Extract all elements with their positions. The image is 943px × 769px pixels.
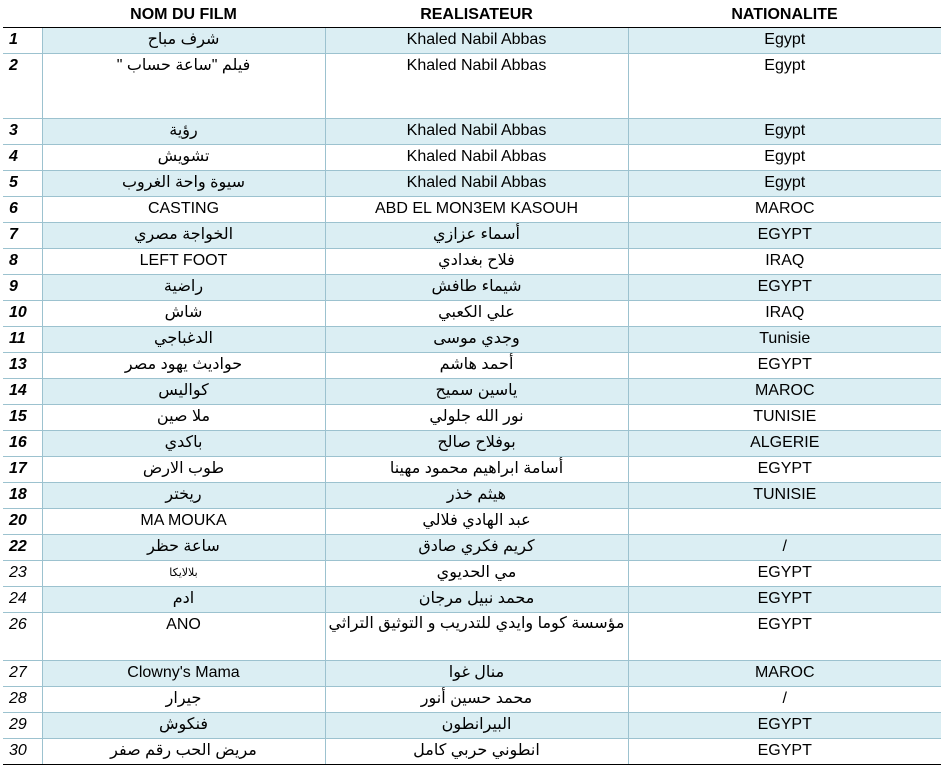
film-cell[interactable]: ساعة حظر xyxy=(42,535,325,561)
nationalite-cell[interactable]: EGYPT xyxy=(628,613,941,661)
row-number: 2 xyxy=(3,54,42,119)
film-cell[interactable]: حواديث يهود مصر xyxy=(42,353,325,379)
realisateur-cell[interactable]: ABD EL MON3EM KASOUH xyxy=(325,197,628,223)
realisateur-cell[interactable]: مي الحديوي xyxy=(325,561,628,587)
film-cell[interactable]: سيوة واحة الغروب xyxy=(42,171,325,197)
table-row xyxy=(3,457,941,483)
film-cell[interactable]: باكدي xyxy=(42,431,325,457)
nationalite-cell[interactable]: EGYPT xyxy=(628,353,941,379)
nationalite-cell[interactable]: MAROC xyxy=(628,379,941,405)
nationalite-cell[interactable]: Egypt xyxy=(628,54,941,119)
realisateur-cell[interactable]: علي الكعبي xyxy=(325,301,628,327)
table-row xyxy=(3,197,941,223)
realisateur-cell[interactable]: شيماء طافش xyxy=(325,275,628,301)
table-row xyxy=(3,687,941,713)
film-cell[interactable]: شرف مباح xyxy=(42,28,325,54)
realisateur-cell[interactable]: محمد حسين أنور xyxy=(325,687,628,713)
realisateur-cell[interactable]: عبد الهادي فلالي xyxy=(325,509,628,535)
table-row xyxy=(3,145,941,171)
film-cell[interactable]: ريختر xyxy=(42,483,325,509)
realisateur-cell[interactable]: منال غوا xyxy=(325,661,628,687)
table-row xyxy=(3,54,941,119)
table-row xyxy=(3,119,941,145)
film-cell[interactable]: ادم xyxy=(42,587,325,613)
row-number: 14 xyxy=(3,379,42,405)
table-row xyxy=(3,661,941,687)
realisateur-cell[interactable]: البيرانطون xyxy=(325,713,628,739)
table-row xyxy=(3,405,941,431)
table-row xyxy=(3,301,941,327)
film-cell[interactable]: كواليس xyxy=(42,379,325,405)
film-cell[interactable]: طوب الارض xyxy=(42,457,325,483)
nationalite-cell[interactable]: TUNISIE xyxy=(628,405,941,431)
realisateur-cell[interactable]: Khaled Nabil Abbas xyxy=(325,28,628,54)
realisateur-cell[interactable]: وجدي موسى xyxy=(325,327,628,353)
nationalite-cell[interactable]: EGYPT xyxy=(628,587,941,613)
row-number: 16 xyxy=(3,431,42,457)
realisateur-cell[interactable]: Khaled Nabil Abbas xyxy=(325,145,628,171)
nationalite-cell[interactable]: EGYPT xyxy=(628,713,941,739)
film-cell[interactable]: بلالايكا xyxy=(42,561,325,587)
realisateur-cell[interactable]: انطوني حربي كامل xyxy=(325,739,628,765)
film-table xyxy=(3,3,941,765)
film-cell[interactable]: ملا صين xyxy=(42,405,325,431)
table-row xyxy=(3,713,941,739)
realisateur-cell[interactable]: ياسين سميح xyxy=(325,379,628,405)
table-row xyxy=(3,223,941,249)
table-row xyxy=(3,379,941,405)
realisateur-cell[interactable]: أحمد هاشم xyxy=(325,353,628,379)
film-cell[interactable]: فيلم "ساعة حساب " xyxy=(42,54,325,119)
realisateur-cell[interactable]: Khaled Nabil Abbas xyxy=(325,171,628,197)
realisateur-cell[interactable]: Khaled Nabil Abbas xyxy=(325,54,628,119)
film-cell[interactable]: MA MOUKA xyxy=(42,509,325,535)
nationalite-cell[interactable]: EGYPT xyxy=(628,739,941,765)
row-number: 17 xyxy=(3,457,42,483)
nationalite-cell[interactable]: IRAQ xyxy=(628,249,941,275)
table-row xyxy=(3,327,941,353)
row-number: 13 xyxy=(3,353,42,379)
nationalite-cell[interactable]: / xyxy=(628,535,941,561)
row-number: 27 xyxy=(3,661,42,687)
nationalite-cell[interactable]: MAROC xyxy=(628,661,941,687)
realisateur-cell[interactable]: مؤسسة كوما وايدي للتدريب و التوثيق التراثي xyxy=(325,613,628,661)
film-cell[interactable]: فنكوش xyxy=(42,713,325,739)
film-cell[interactable]: جيرار xyxy=(42,687,325,713)
nationalite-cell[interactable]: EGYPT xyxy=(628,275,941,301)
row-number: 24 xyxy=(3,587,42,613)
nationalite-cell[interactable]: EGYPT xyxy=(628,457,941,483)
nationalite-cell[interactable]: Egypt xyxy=(628,28,941,54)
nationalite-cell[interactable]: Egypt xyxy=(628,145,941,171)
film-cell[interactable]: LEFT FOOT xyxy=(42,249,325,275)
realisateur-cell[interactable]: هيثم خذر xyxy=(325,483,628,509)
row-number: 8 xyxy=(3,249,42,275)
nationalite-cell[interactable]: EGYPT xyxy=(628,223,941,249)
film-cell[interactable]: الخواجة مصري xyxy=(42,223,325,249)
table-row xyxy=(3,249,941,275)
header-film: NOM DU FILM xyxy=(42,3,325,28)
table-row xyxy=(3,28,941,54)
film-cell[interactable]: شاش xyxy=(42,301,325,327)
row-number: 29 xyxy=(3,713,42,739)
header-realisateur: REALISATEUR xyxy=(325,3,628,28)
table-row xyxy=(3,171,941,197)
table-row xyxy=(3,275,941,301)
table-row xyxy=(3,431,941,457)
film-cell[interactable]: راضية xyxy=(42,275,325,301)
nationalite-cell[interactable]: MAROC xyxy=(628,197,941,223)
header-row xyxy=(3,3,941,28)
nationalite-cell[interactable]: Tunisie xyxy=(628,327,941,353)
row-number: 30 xyxy=(3,739,42,765)
realisateur-cell[interactable]: محمد نبيل مرجان xyxy=(325,587,628,613)
row-number: 7 xyxy=(3,223,42,249)
row-number: 1 xyxy=(3,28,42,54)
row-number: 3 xyxy=(3,119,42,145)
row-number: 18 xyxy=(3,483,42,509)
table-row xyxy=(3,561,941,587)
row-number: 11 xyxy=(3,327,42,353)
header-nationalite: NATIONALITE xyxy=(628,3,941,28)
row-number: 5 xyxy=(3,171,42,197)
nationalite-cell[interactable]: EGYPT xyxy=(628,561,941,587)
row-number: 9 xyxy=(3,275,42,301)
nationalite-cell[interactable]: / xyxy=(628,687,941,713)
header-num xyxy=(3,3,42,28)
table-row xyxy=(3,483,941,509)
realisateur-cell[interactable]: بوفلاح صالح xyxy=(325,431,628,457)
realisateur-cell[interactable]: Khaled Nabil Abbas xyxy=(325,119,628,145)
row-number: 26 xyxy=(3,613,42,661)
nationalite-cell[interactable]: Egypt xyxy=(628,171,941,197)
table-row xyxy=(3,613,941,661)
film-cell[interactable]: CASTING xyxy=(42,197,325,223)
nationalite-cell[interactable]: Egypt xyxy=(628,119,941,145)
realisateur-cell[interactable]: أسماء عزازي xyxy=(325,223,628,249)
row-number: 15 xyxy=(3,405,42,431)
realisateur-cell[interactable]: أسامة ابراهيم محمود مهينا xyxy=(325,457,628,483)
nationalite-cell[interactable]: IRAQ xyxy=(628,301,941,327)
table-row xyxy=(3,353,941,379)
nationalite-cell[interactable] xyxy=(628,509,941,535)
nationalite-cell[interactable]: ALGERIE xyxy=(628,431,941,457)
film-cell[interactable]: ANO xyxy=(42,613,325,661)
film-cell[interactable]: تشويش xyxy=(42,145,325,171)
table-row xyxy=(3,587,941,613)
row-number: 4 xyxy=(3,145,42,171)
row-number: 6 xyxy=(3,197,42,223)
row-number: 10 xyxy=(3,301,42,327)
row-number: 22 xyxy=(3,535,42,561)
table-row xyxy=(3,535,941,561)
row-number: 20 xyxy=(3,509,42,535)
row-number: 28 xyxy=(3,687,42,713)
film-cell[interactable]: الدغباجي xyxy=(42,327,325,353)
row-number: 23 xyxy=(3,561,42,587)
realisateur-cell[interactable]: نور الله جلولي xyxy=(325,405,628,431)
film-cell[interactable]: مريض الحب رقم صفر xyxy=(42,739,325,765)
table-row xyxy=(3,739,941,765)
table-row xyxy=(3,509,941,535)
realisateur-cell[interactable]: فلاح بغدادي xyxy=(325,249,628,275)
film-cell[interactable]: Clowny's Mama xyxy=(42,661,325,687)
realisateur-cell[interactable]: كريم فكري صادق xyxy=(325,535,628,561)
film-cell[interactable]: رؤية xyxy=(42,119,325,145)
nationalite-cell[interactable]: TUNISIE xyxy=(628,483,941,509)
